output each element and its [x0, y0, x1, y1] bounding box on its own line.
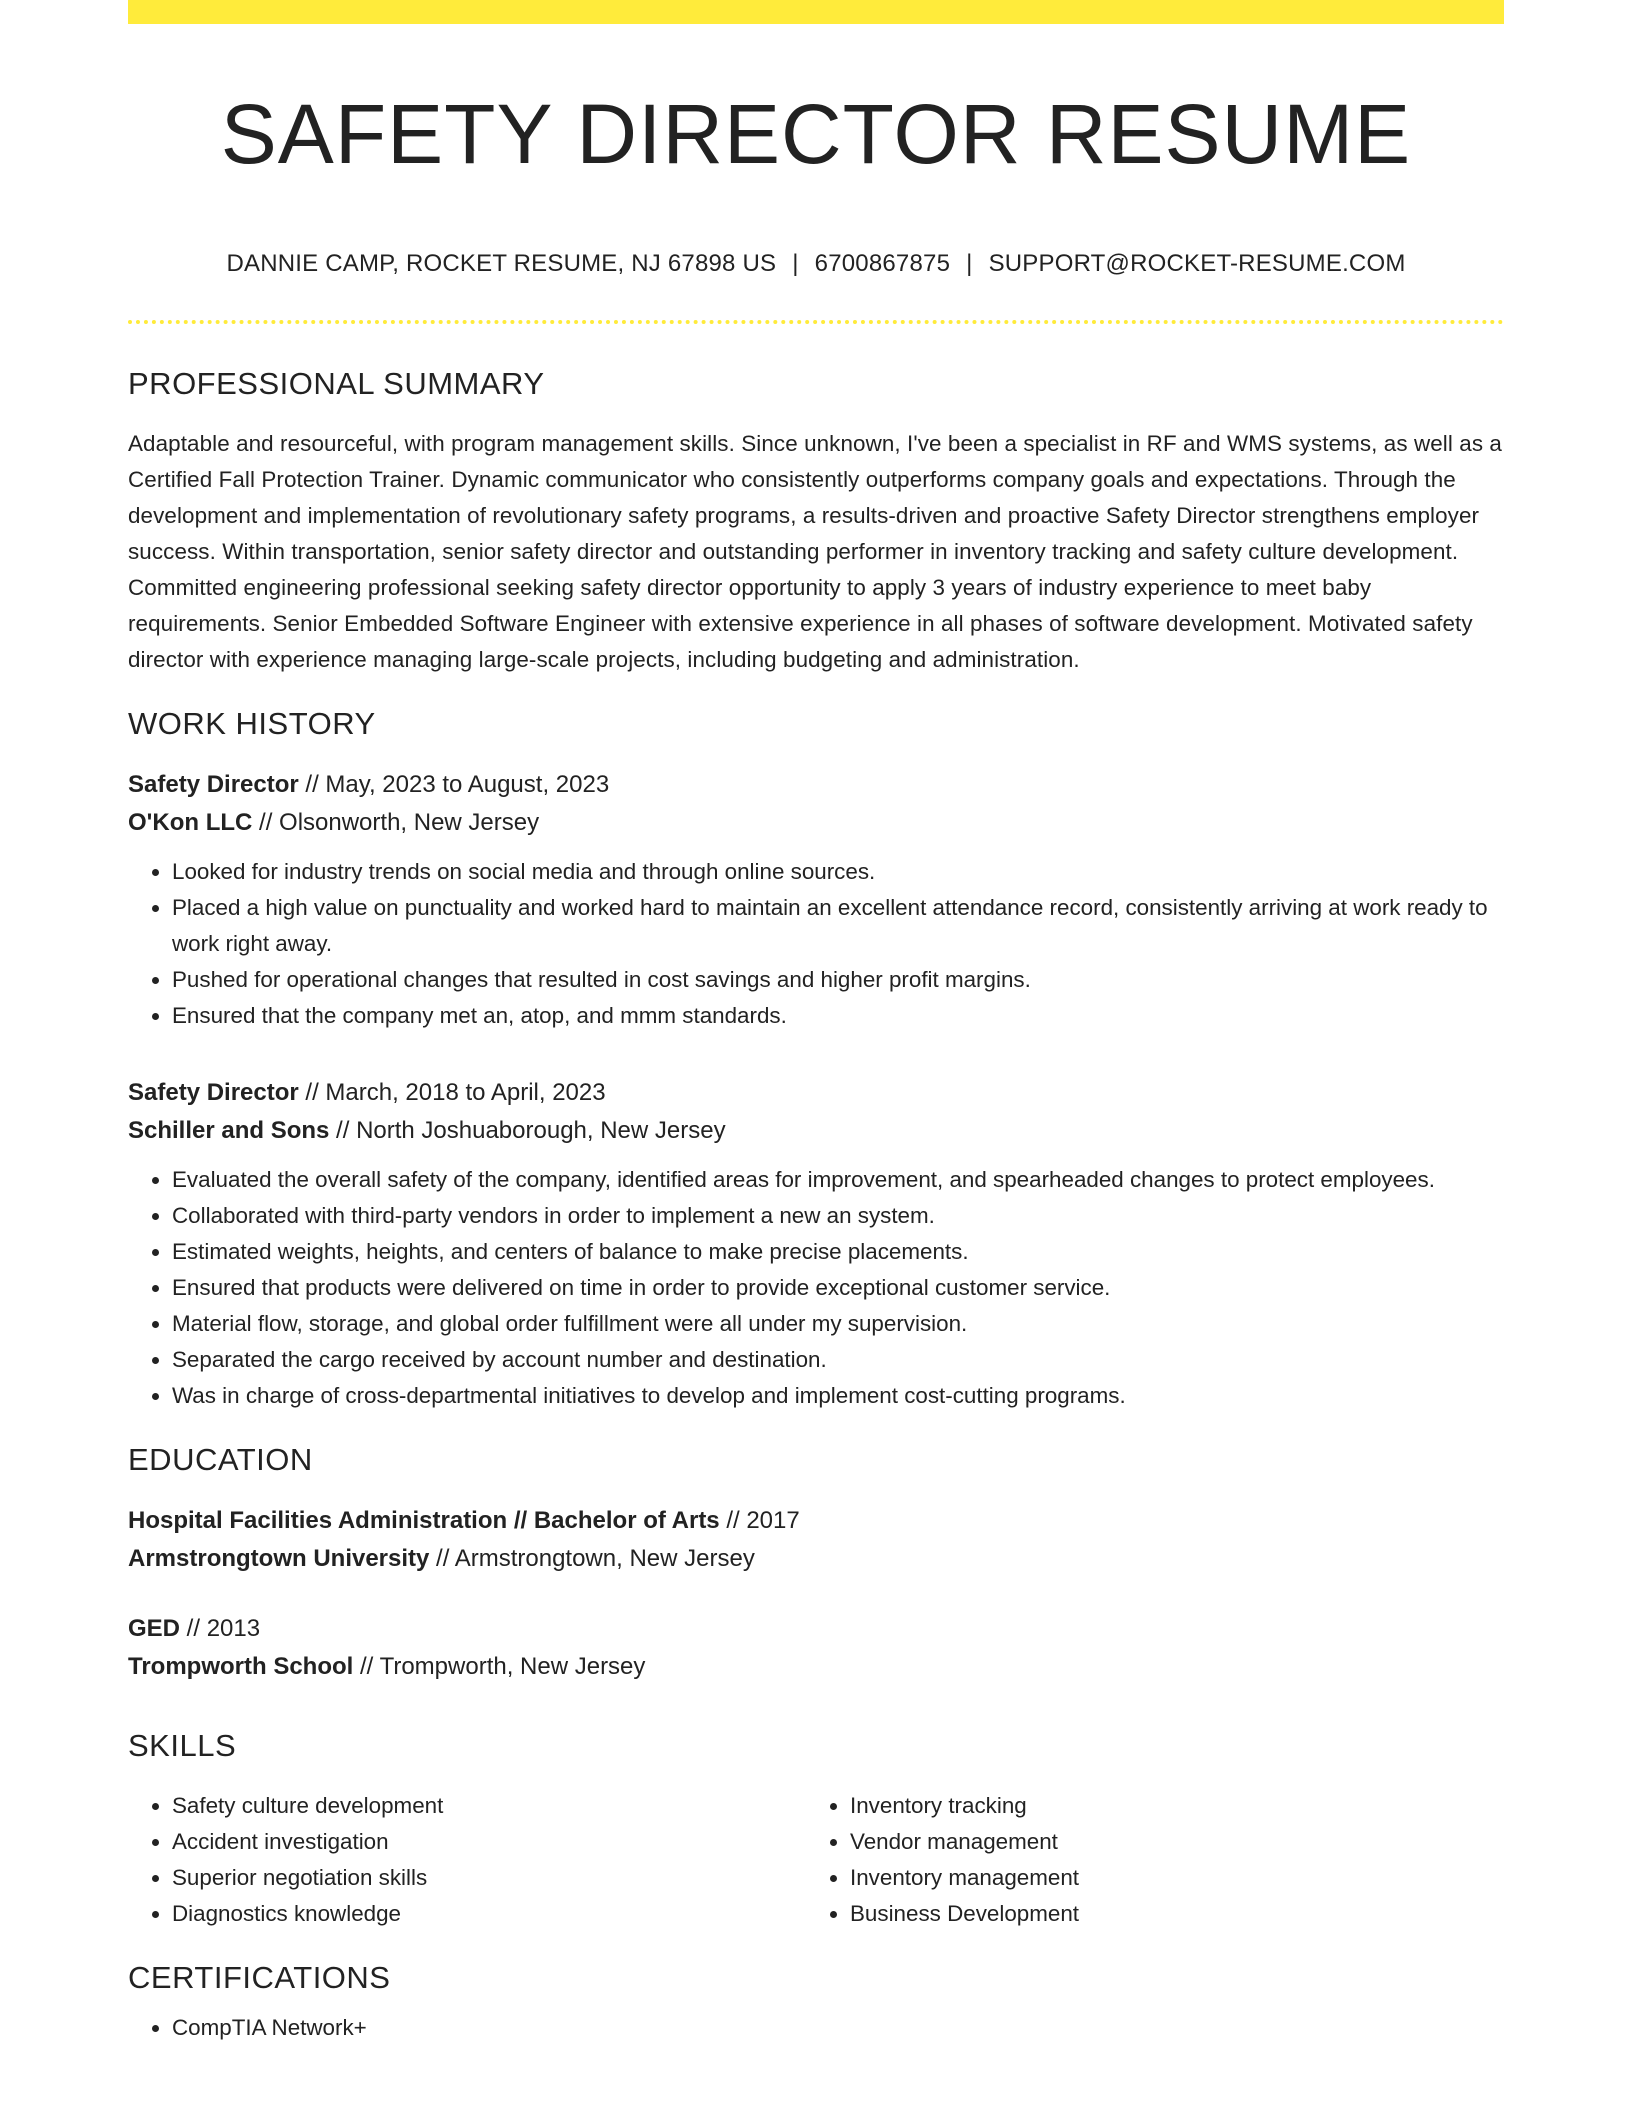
contact-separator: |: [966, 250, 973, 277]
skills-list-right: [806, 1788, 1484, 1932]
job-title: Safety Director: [128, 771, 299, 798]
education-school: Armstrongtown University: [128, 1545, 430, 1572]
education-school-line: [128, 1648, 1504, 1686]
list-item: • Collaborated with third-party vendors in order to implement a new an system.: [172, 1198, 1504, 1234]
education-degree: GED: [128, 1615, 181, 1642]
list-item: • Looked for industry trends on social media and through online sources.: [172, 854, 1504, 890]
list-item: • Pushed for operational changes that resulted in cost savings and higher profit margins.: [172, 962, 1504, 998]
resume-title: SAFETY DIRECTOR RESUME: [220, 87, 1412, 181]
job-title-line: [128, 766, 1504, 804]
education-degree-line: [128, 1502, 1504, 1540]
skills-columns: [128, 1788, 1504, 1932]
education-degree: Hospital Facilities Administration // Bachelor of Arts: [128, 1507, 720, 1534]
list-item: • Accident investigation: [172, 1824, 806, 1860]
education-entry: [128, 1502, 1504, 1578]
list-item: • Ensured that the company met an, atop, and mmm standards.: [172, 998, 1504, 1034]
summary-text: Adaptable and resourceful, with program management skills. Since unknown, I've been a specialist in RF and WMS systems, as well as a Certified Fall Protection Trainer. Dynamic communicator who consistently outperforms company goals and expectations. Through the development and implementation of revolutionary safety programs, a results-driven and proactive Safety Director strengthens employer success. Within transportation, senior safety director and outstanding performer in inventory tracking and safety culture development. Committed engineering professional seeking safety director opportunity to apply 3 years of industry experience to meet baby requirements. Senior Embedded Software Engineer with extensive experience in all phases of software development. Motivated safety director with experience managing large-scale projects, including budgeting and administration.: [128, 431, 1502, 672]
list-item: • Was in charge of cross-departmental initiatives to develop and implement cost-cutting programs.: [172, 1378, 1504, 1414]
certifications-heading: CERTIFICATIONS: [128, 1960, 391, 1995]
job-location: // North Joshuaborough, New Jersey: [329, 1117, 726, 1144]
education-school: Trompworth School: [128, 1653, 354, 1680]
list-item: • Diagnostics knowledge: [172, 1896, 806, 1932]
top-accent-bar: [128, 0, 1504, 24]
job-header: [128, 766, 1504, 842]
skills-heading: SKILLS: [128, 1728, 237, 1763]
education-location: // Armstrongtown, New Jersey: [429, 1545, 755, 1572]
list-item: • Ensured that products were delivered on time in order to provide exceptional customer service.: [172, 1270, 1504, 1306]
education-year: // 2013: [180, 1615, 261, 1642]
list-item: • Vendor management: [850, 1824, 1484, 1860]
list-item: • Inventory tracking: [850, 1788, 1484, 1824]
contact-email: SUPPORT@ROCKET-RESUME.COM: [988, 250, 1406, 277]
job-header: [128, 1074, 1504, 1150]
job-title: Safety Director: [128, 1079, 299, 1106]
list-item: • Superior negotiation skills: [172, 1860, 806, 1896]
contact-separator: |: [792, 250, 799, 277]
job-company: Schiller and Sons: [128, 1117, 330, 1144]
job-company: O'Kon LLC: [128, 809, 253, 836]
education-year: // 2017: [719, 1507, 800, 1534]
contact-phone: 6700867875: [814, 250, 951, 277]
list-item: • Placed a high value on punctuality and worked hard to maintain an excellent attendance record, consistently arriving at work ready to work right away.: [172, 890, 1504, 962]
contact-line: [128, 248, 1504, 280]
resume-page: [128, 0, 1504, 2046]
list-item: • Evaluated the overall safety of the company, identified areas for improvement, and spearheaded changes to protect employees.: [172, 1162, 1504, 1198]
job-title-line: [128, 1074, 1504, 1112]
list-item: • Inventory management: [850, 1860, 1484, 1896]
list-item: • Safety culture development: [172, 1788, 806, 1824]
job-bullets: [128, 854, 1504, 1034]
contact-address: DANNIE CAMP, ROCKET RESUME, NJ 67898 US: [226, 250, 777, 277]
education-school-line: [128, 1540, 1504, 1578]
job-company-line: [128, 804, 1504, 842]
job-dates: // March, 2018 to April, 2023: [298, 1079, 606, 1106]
list-item: • Business Development: [850, 1896, 1484, 1932]
education-location: // Trompworth, New Jersey: [353, 1653, 646, 1680]
summary-heading: PROFESSIONAL SUMMARY: [128, 366, 545, 401]
job-location: // Olsonworth, New Jersey: [252, 809, 540, 836]
list-item: • Separated the cargo received by account number and destination.: [172, 1342, 1504, 1378]
skills-list-left: [128, 1788, 806, 1932]
list-item: • CompTIA Network+: [172, 2010, 1504, 2046]
job-bullets: [128, 1162, 1504, 1414]
job-dates: // May, 2023 to August, 2023: [298, 771, 610, 798]
education-degree-line: [128, 1610, 1504, 1648]
education-heading: EDUCATION: [128, 1442, 313, 1477]
education-entry: [128, 1610, 1504, 1686]
list-item: • Material flow, storage, and global order fulfillment were all under my supervision.: [172, 1306, 1504, 1342]
work-history-heading: WORK HISTORY: [128, 706, 376, 741]
job-company-line: [128, 1112, 1504, 1150]
list-item: • Estimated weights, heights, and centers of balance to make precise placements.: [172, 1234, 1504, 1270]
dotted-divider: [128, 320, 1504, 324]
certifications-list: [128, 2010, 1504, 2046]
